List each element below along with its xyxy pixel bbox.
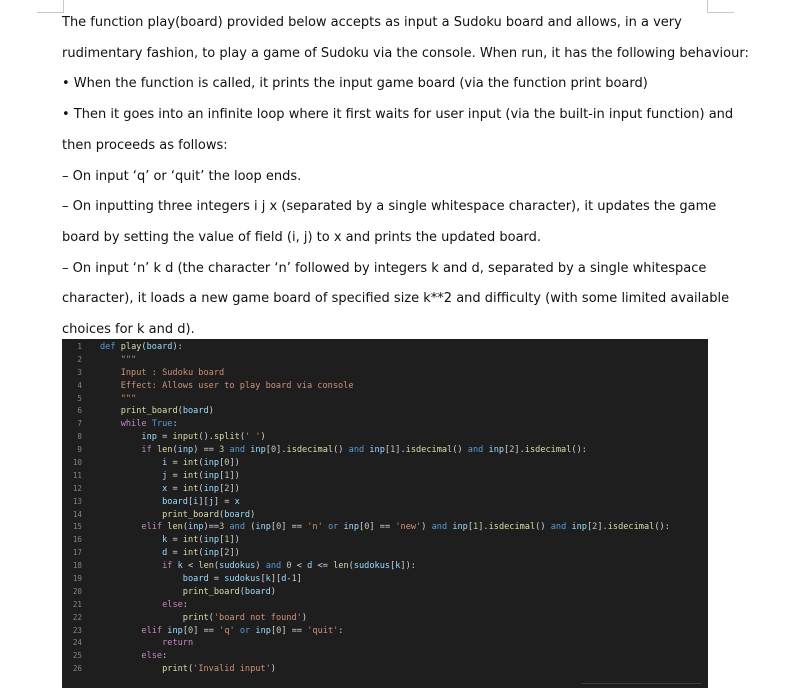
code-text: board[i][j] = x [162,496,240,507]
dash-three-integers-cont: board by setting the value of field (i, j) to x and prints the updated board. [62,229,542,245]
line-number: 3 [77,367,82,377]
document-body [62,8,749,346]
line-number: 20 [72,586,82,596]
code-line [62,354,708,367]
code-text: d = int(inp[2]) [162,548,240,559]
line-number: 15 [72,522,82,532]
code-text: print_board(board) [120,406,214,417]
bullet-infinite-loop: • Then it goes into an infinite loop where it first waits for user input (via the built-in input function) and [62,107,734,123]
code-text: print('board not found') [182,612,308,623]
line-number: 6 [77,406,82,416]
code-line [62,418,708,431]
line-number: 8 [77,432,82,442]
bullet-infinite-loop-cont: then proceeds as follows: [62,137,228,153]
code-line [62,393,708,406]
code-text: elif len(inp)==3 and (inp[0] == 'n' or inp[0] == 'new') and inp[1].isdecimal() and inp[2].isdecimal(): [141,522,670,533]
code-line [62,650,708,663]
code-text: print('Invalid input') [162,664,276,675]
code-line [62,444,708,457]
editor-scroll-indicator [582,683,702,688]
code-line [62,405,708,418]
line-number: 24 [72,638,82,648]
line-number: 11 [72,470,82,480]
code-text: k = int(inp[1]) [162,535,240,546]
code-line [62,637,708,650]
line-number: 18 [72,561,82,571]
code-text: else: [141,651,168,662]
line-number: 1 [77,342,82,351]
code-text: while True: [120,419,178,430]
code-text: Input : Sudoku board [100,367,225,378]
paragraph-intro-2: rudimentary fashion, to play a game of Sudoku via the console. When run, it has the following behaviour: [62,45,749,61]
page-corner-mark-left [37,0,64,13]
code-text: def play(board): [100,342,183,352]
line-number: 25 [72,651,82,661]
line-number: 19 [72,574,82,584]
code-line [62,457,708,470]
code-line [62,625,708,638]
code-text: """ [100,393,137,404]
line-number: 14 [72,509,82,519]
code-line [62,534,708,547]
code-line [62,547,708,560]
code-editor-screenshot [62,339,708,688]
code-text: if len(inp) == 3 and inp[0].isdecimal() and inp[1].isdecimal() and inp[2].isdecimal(): [141,445,587,456]
line-number: 21 [72,599,82,609]
code-line [62,483,708,496]
line-number: 26 [72,664,82,674]
code-line [62,586,708,599]
code-line [62,509,708,522]
code-text: j = int(inp[1]) [162,470,240,481]
code-line [62,431,708,444]
code-line [62,470,708,483]
line-number: 17 [72,548,82,558]
code-text: else: [162,599,188,610]
line-number: 13 [72,496,82,506]
dash-new-board: – On input ‘n’ k d (the character ‘n’ followed by integers k and d, separated by a single whitespace [62,260,707,276]
code-line [62,367,708,380]
line-number: 23 [72,625,82,635]
code-text: """ [100,354,137,365]
line-number: 9 [77,445,82,455]
code-line [62,599,708,612]
line-number: 4 [77,380,82,390]
code-text: inp = input().split(' ') [141,432,266,443]
paragraph-intro-1: The function play(board) provided below accepts as input a Sudoku board and allows, in a very [62,15,682,30]
code-text: if k < len(sudokus) and 0 < d <= len(sudokus[k]): [162,561,416,572]
line-number: 2 [77,354,82,364]
line-number: 5 [77,393,82,403]
code-line [62,496,708,509]
code-text: i = int(inp[0]) [162,458,240,469]
code-text: print_board(board) [162,509,256,520]
code-line [62,560,708,573]
line-number: 22 [72,612,82,622]
code-line [62,341,708,354]
dash-new-board-cont: character), it loads a new game board of specified size k**2 and difficulty (with some limited available [62,291,730,307]
dash-new-board-end: choices for k and d). [62,322,195,338]
dash-three-integers: – On inputting three integers i j x (separated by a single whitespace character), it updates the game [62,199,717,215]
bullet-print-board: • When the function is called, it prints the input game board (via the function print board) [62,76,648,92]
code-text: Effect: Allows user to play board via console [100,380,354,391]
line-number: 12 [72,483,82,493]
code-line [62,612,708,625]
dash-quit: – On input ‘q’ or ‘quit’ the loop ends. [62,168,302,184]
code-line [62,380,708,393]
code-text: return [162,638,194,649]
code-text: print_board(board) [182,586,276,597]
code-text: elif inp[0] == 'q' or inp[0] == 'quit': [141,625,344,636]
code-text: board = sudokus[k][d-1] [182,574,302,585]
code-line [62,521,708,534]
line-number: 16 [72,535,82,545]
code-text: x = int(inp[2]) [162,483,240,494]
line-number: 7 [77,419,82,429]
code-line [62,663,708,676]
code-lines [62,341,708,676]
code-line [62,573,708,586]
line-number: 10 [72,458,82,468]
